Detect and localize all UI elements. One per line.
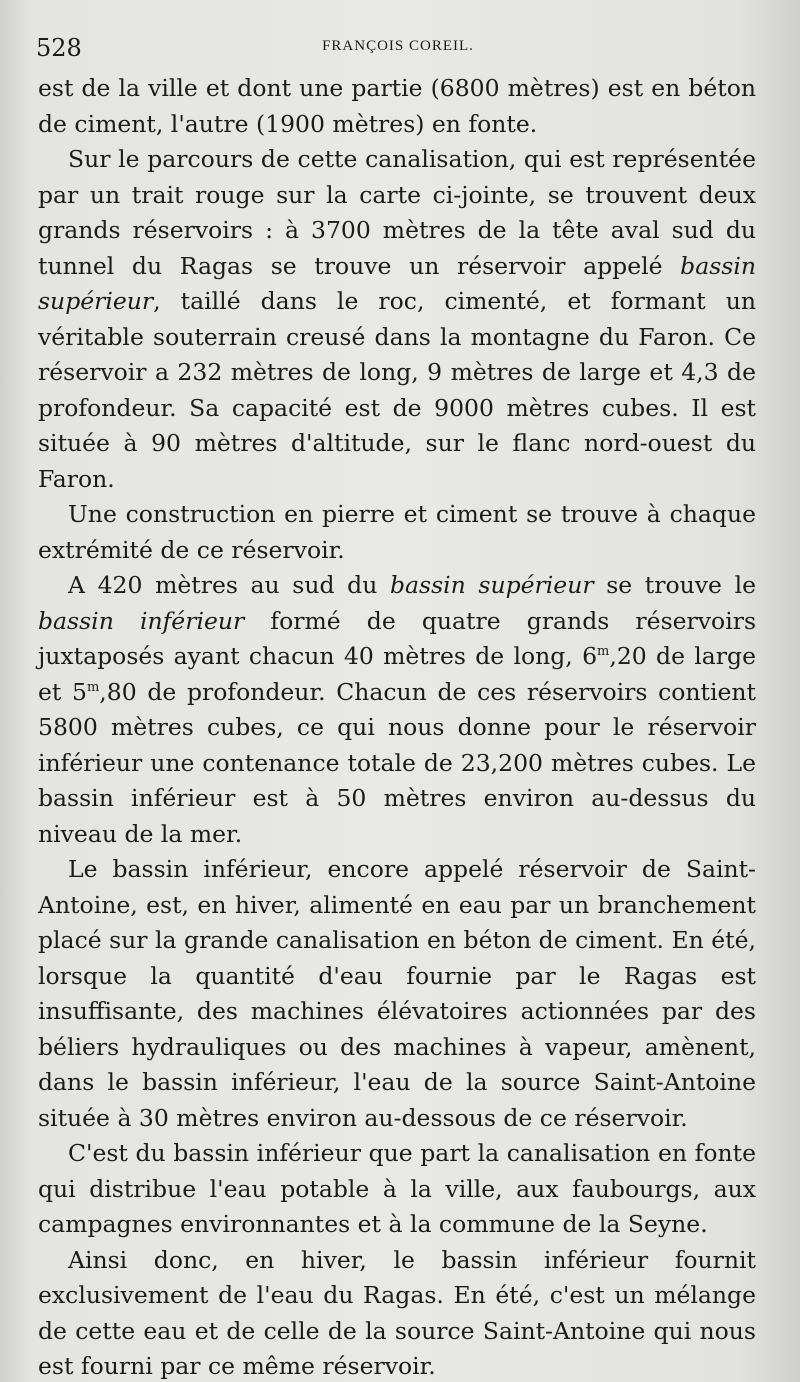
paragraph	[38, 1243, 756, 1382]
text-run: se trouve le	[593, 571, 756, 599]
text-run: est de la ville et dont une partie (6800 mètres) est en béton de ciment, l'autre (1900 mètres) en fonte.	[38, 74, 756, 138]
text-run: Le bassin inférieur, encore appelé réservoir de Saint-Antoine, est, en hiver, alimenté en eau par un branchement placé sur la grande canalisation en béton de ciment. En été, lorsque la quantité d'eau fournie par le Ragas est insuffisante, des machines élévatoires actionnées par des béliers hydrauliques ou des machines à vapeur, amènent, dans le bassin inférieur, l'eau de la source Saint-Antoine située à 30 mètres environ au-dessous de ce réservoir.	[38, 855, 756, 1132]
italic-term: bassin inférieur	[38, 606, 245, 635]
body-text	[38, 71, 756, 1382]
text-run: , taillé dans le roc, cimenté, et formant un véritable souterrain creusé dans la montagne du Faron. Ce réservoir a 232 mètres de long, 9 mètres de large et 4,3 de profondeur. Sa capacité est de 9000 mètres cubes. Il est située à 90 mètres d'altitude, sur le flanc nord-ouest du Faron.	[38, 287, 756, 493]
text-run: formé de quatre grands réservoirs juxtaposés ayant chacun 40 mètres de long, 6	[38, 606, 757, 670]
italic-term: bassin supérieur	[38, 251, 756, 315]
text-run: A 420 mètres au sud du	[68, 571, 390, 599]
paragraph	[38, 568, 756, 852]
text-run: C'est du bassin inférieur que part la canalisation en fonte qui distribue l'eau potable à la ville, aux faubourgs, aux campagnes environnantes et à la commune de la Seyne.	[38, 1139, 756, 1238]
page-header	[36, 30, 760, 66]
page-number: 528	[36, 34, 82, 62]
running-head: FRANÇOIS COREIL.	[322, 38, 474, 54]
paragraph	[38, 1136, 756, 1243]
text-run: Sur le parcours de cette canalisation, qui est représentée par un trait rouge sur la carte ci-jointe, se trouvent deux grands réservoirs : à 3700 mètres de la tête aval sud du tunnel du Ragas se trouve un réservoir appelé	[38, 145, 756, 280]
text-run: ,80 de profondeur. Chacun de ces réservoirs contient 5800 mètres cubes, ce qui nous donne pour le réservoir inférieur une contenance totale de 23,200 mètres cubes. Le bassin inférieur est à 50 mètres environ au-dessus du niveau de la mer.	[38, 677, 756, 848]
text-run: ,20 de large et 5	[38, 642, 756, 706]
italic-term: bassin supérieur	[389, 571, 594, 599]
text-run: Une construction en pierre et ciment se trouve à chaque extrémité de ce réservoir.	[38, 500, 756, 564]
superscript-unit: m	[597, 644, 610, 660]
paragraph	[38, 852, 756, 1136]
superscript-unit: m	[86, 679, 100, 695]
paragraph	[38, 497, 756, 568]
paragraph	[38, 71, 756, 142]
paragraph	[38, 142, 756, 497]
text-run: Ainsi donc, en hiver, le bassin inférieur fournit exclusivement de l'eau du Ragas. En été, c'est un mélange de cette eau et de celle de la source Saint-Antoine qui nous est fourni par ce même réservoir.	[38, 1245, 756, 1380]
